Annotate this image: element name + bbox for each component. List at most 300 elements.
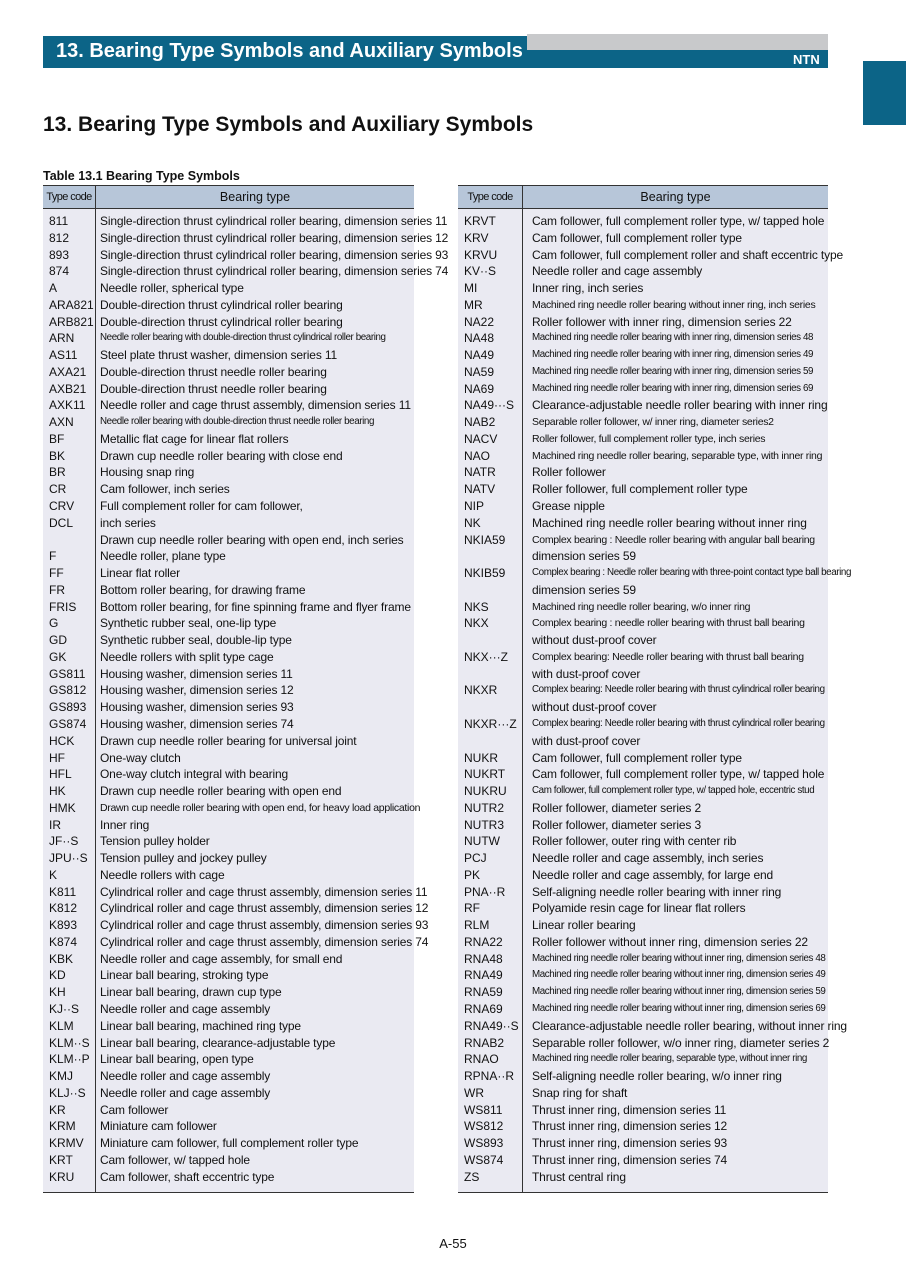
bearing-type-cell: Single-direction thrust cylindrical roller bearing, dimension series 12 [100,230,449,245]
type-code-cell: KMJ [49,1069,73,1084]
type-code-cell: KBK [49,951,74,966]
type-code-cell: KRT [49,1152,73,1167]
type-code-cell: BK [49,448,66,463]
bearing-table-left [43,185,449,1193]
bearing-type-cell: Linear flat roller [100,566,181,581]
type-code-cell: NA49···S [464,398,515,413]
bearing-type-cell: Drawn cup needle roller bearing with open end [100,784,342,799]
bearing-type-cell: Roller follower, full complement roller type, inch series [532,432,766,445]
type-code-cell: AXN [49,415,74,430]
table-row [458,649,828,666]
type-code-cell: NKX [464,616,489,631]
table-row [458,716,828,733]
type-code-cell: KRV [464,230,489,245]
bearing-type-cell: One-way clutch [100,750,181,765]
table-row [458,481,828,498]
table-row [458,699,828,716]
bearing-type-cell: Needle roller and cage assembly, for small end [100,951,343,966]
bearing-type-cell: Needle roller bearing with double-direction thrust needle roller bearing [100,416,374,428]
type-code-cell: RNA69 [464,1001,503,1016]
type-code-cell: FRIS [49,599,77,614]
type-code-cell: PCJ [464,851,487,866]
bearing-type-cell: Roller follower [532,465,606,480]
table-row [43,213,448,230]
type-code-cell: RNAB2 [464,1035,505,1050]
bearing-type-cell: Roller follower with inner ring, dimension series 22 [532,314,792,329]
type-code-cell: NA49 [464,348,495,363]
type-code-cell: KJ··S [49,1001,79,1016]
bearing-type-cell: Roller follower without inner ring, dimension series 22 [532,934,808,949]
table-row [458,850,828,867]
table-row [458,498,828,515]
table-row [458,632,828,649]
bearing-type-cell: Drawn cup needle roller bearing with open end, inch series [100,532,404,547]
bearing-type-cell: Linear ball bearing, stroking type [100,968,269,983]
bearing-type-cell: Snap ring for shaft [532,1085,628,1100]
table-row [458,984,828,1001]
table-row [43,682,414,699]
table-row [43,565,414,582]
bearing-type-cell: Machined ring needle roller bearing without inner ring, dimension series 49 [532,969,826,981]
table-row [43,481,414,498]
bearing-type-cell: Synthetic rubber seal, double-lip type [100,633,292,648]
table-row [458,1018,847,1035]
table-row [458,934,828,951]
bearing-type-cell: Machined ring needle roller bearing, w/o inner ring [532,600,751,613]
type-code-cell: 893 [49,247,70,262]
table-row [458,347,828,364]
bearing-type-cell: Thrust inner ring, dimension series 93 [532,1136,728,1151]
bearing-type-cell: Machined ring needle roller bearing with inner ring, dimension series 59 [532,365,814,377]
table-row [43,1135,414,1152]
type-code-cell: K893 [49,918,78,933]
bearing-type-cell: Drawn cup needle roller bearing with close end [100,448,343,463]
table-body [43,213,449,1185]
table-row [458,1135,828,1152]
table-row [43,884,428,901]
bearing-type-cell: Cam follower, inch series [100,482,230,497]
table-row [43,1001,414,1018]
bearing-type-cell: Grease nipple [532,499,605,514]
type-code-cell: WS811 [464,1102,503,1117]
bearing-type-cell: Machined ring needle roller bearing, separable type, without inner ring [532,1053,807,1065]
table-row [458,733,828,750]
type-code-cell: K874 [49,934,78,949]
type-code-cell: ARN [49,331,75,346]
type-code-cell: HK [49,784,66,799]
table-row [43,498,414,515]
bearing-type-cell: Cam follower, w/ tapped hole [100,1152,250,1167]
table-row [43,984,414,1001]
table-row [43,733,414,750]
table-row [458,448,828,465]
type-code-cell: FF [49,566,64,581]
table-row [458,565,851,582]
type-code-cell: NA69 [464,381,495,396]
table-row [43,532,414,549]
bearing-type-cell: Self-aligning needle roller bearing, w/o inner ring [532,1069,782,1084]
bearing-type-cell: Tension pulley holder [100,834,210,849]
column-header-type-code: Type code [458,186,523,208]
bearing-type-cell: Metallic flat cage for linear flat rollers [100,431,289,446]
bearing-type-cell: Separable roller follower, w/o inner ring, diameter series 2 [532,1035,830,1050]
bearing-type-cell: Roller follower, diameter series 2 [532,800,701,815]
table-row [458,951,828,968]
table-row [43,783,414,800]
type-code-cell: KRMV [49,1136,84,1151]
page-number: A-55 [439,1236,467,1251]
bearing-type-cell: Double-direction thrust needle roller bearing [100,381,327,396]
table-row [43,548,414,565]
table-row [43,263,449,280]
bearing-type-cell: Double-direction thrust needle roller bearing [100,364,327,379]
table-row [458,364,828,381]
table-row [43,381,414,398]
type-code-cell: RF [464,901,480,916]
type-code-cell: ARA821 [49,297,94,312]
table-row [458,817,828,834]
bearing-type-cell: Double-direction thrust cylindrical roller bearing [100,297,343,312]
type-code-cell: AXB21 [49,381,87,396]
table-row [43,1085,414,1102]
column-header-bearing-type: Bearing type [219,190,291,204]
bearing-type-cell: Miniature cam follower [100,1119,217,1134]
type-code-cell: NUKR [464,750,499,765]
bearing-type-cell: Linear ball bearing, clearance-adjustable type [100,1035,336,1050]
type-code-cell: IR [49,817,61,832]
type-code-cell: WR [464,1085,484,1100]
bearing-type-cell: Machined ring needle roller bearing with inner ring, dimension series 48 [532,332,814,344]
table-row [43,917,429,934]
type-code-cell: RNA48 [464,951,503,966]
type-code-cell: JPU··S [49,851,88,866]
bearing-type-cell: Needle rollers with cage [100,867,225,882]
table-row [43,766,414,783]
type-code-cell: HCK [49,733,75,748]
table-row [458,1118,828,1135]
type-code-cell: KV··S [464,264,497,279]
table-row [458,783,828,800]
type-code-cell: WS874 [464,1152,504,1167]
table-row [458,582,828,599]
type-code-cell: RNA49··S [464,1018,519,1033]
table-row [458,263,828,280]
header-gray-stripe [527,34,828,50]
bearing-type-cell: Complex bearing: Needle roller bearing with thrust ball bearing [532,650,804,663]
header-brand-bar [527,50,828,68]
type-code-cell: ZS [464,1169,480,1184]
type-code-cell: NA48 [464,331,495,346]
table-row [43,582,414,599]
bearing-type-cell: Machined ring needle roller bearing without inner ring, inch series [532,298,816,311]
table-row [43,867,414,884]
type-code-cell: RNAO [464,1052,499,1067]
type-code-cell: NATR [464,465,496,480]
table-row [43,280,414,297]
bearing-type-cell: Needle roller, spherical type [100,281,244,296]
type-code-cell: 812 [49,230,70,245]
type-code-cell: KRVU [464,247,498,262]
bearing-type-cell: Cam follower [100,1102,169,1117]
table-row [43,716,414,733]
bearing-type-cell: without dust-proof cover [532,700,657,715]
type-code-cell: GS893 [49,700,87,715]
type-code-cell: FR [49,582,65,597]
bearing-type-cell: Housing washer, dimension series 74 [100,716,294,731]
table-row [43,750,414,767]
bearing-type-cell: Thrust inner ring, dimension series 12 [532,1119,728,1134]
bearing-type-cell: Machined ring needle roller bearing with inner ring, dimension series 69 [532,382,814,394]
type-code-cell: K811 [49,884,77,899]
bearing-type-cell: Cam follower, full complement roller type [532,750,742,765]
table-row [458,1068,828,1085]
table-row [43,1018,414,1035]
table-row [43,515,414,532]
type-code-cell: CR [49,482,67,497]
type-code-cell: NUKRU [464,784,507,799]
type-code-cell: NUTR2 [464,800,505,815]
type-code-cell: RPNA··R [464,1069,514,1084]
bearing-type-cell: Self-aligning needle roller bearing with inner ring [532,884,782,899]
type-code-cell: KRM [49,1119,76,1134]
type-code-cell: GK [49,649,67,664]
type-code-cell: PK [464,867,481,882]
type-code-cell: AXK11 [49,398,86,413]
table-row [458,599,828,616]
table-row [43,934,429,951]
bearing-type-cell: One-way clutch integral with bearing [100,767,289,782]
brand-logo-text: NTN [793,52,820,67]
type-code-cell: RNA49 [464,968,503,983]
type-code-cell: NUTR3 [464,817,505,832]
type-code-cell: KLM··S [49,1035,90,1050]
bearing-type-cell: Linear ball bearing, drawn cup type [100,985,282,1000]
bearing-type-cell: Housing washer, dimension series 93 [100,700,294,715]
type-code-cell: BF [49,431,65,446]
table-row [43,900,429,917]
bearing-type-cell: Clearance-adjustable needle roller bearing with inner ring [532,398,828,413]
bearing-type-cell: Clearance-adjustable needle roller bearing, without inner ring [532,1018,847,1033]
type-code-cell: WS812 [464,1119,504,1134]
table-row [43,1035,414,1052]
type-code-cell: MR [464,297,483,312]
bearing-type-cell: Inner ring [100,817,150,832]
table-row [458,414,828,431]
table-row [43,967,414,984]
bearing-type-cell: Needle roller and cage assembly [100,1085,271,1100]
table-row [458,682,828,699]
table-row [458,515,828,532]
type-code-cell: NKS [464,599,489,614]
type-code-cell: NUTW [464,834,500,849]
bearing-type-cell: Polyamide resin cage for linear flat rollers [532,901,746,916]
type-code-cell: KRU [49,1169,75,1184]
table-row [43,297,414,314]
table-row [43,1102,414,1119]
bearing-type-cell: Roller follower, diameter series 3 [532,817,701,832]
table-row [43,431,414,448]
page-title: 13. Bearing Type Symbols and Auxiliary Symbols [43,113,534,136]
bearing-type-cell: Full complement roller for cam follower, [100,499,303,514]
table-row [43,666,414,683]
table-row [458,381,828,398]
type-code-cell: NK [464,515,481,530]
table-body [458,213,851,1185]
table-row [458,1169,828,1186]
bearing-type-cell: Complex bearing : needle roller bearing with thrust ball bearing [532,617,805,630]
column-header-bearing-type: Bearing type [640,190,711,204]
type-code-cell: KLJ··S [49,1085,86,1100]
table-row [43,364,414,381]
type-code-cell: AXA21 [49,364,87,379]
table-row [458,314,828,331]
bearing-type-cell: Needle roller, plane type [100,549,226,564]
bearing-type-cell: Drawn cup needle roller bearing with open end, for heavy load application [100,801,421,814]
bearing-type-cell: Cylindrical roller and cage thrust assembly, dimension series 74 [100,934,429,949]
type-code-cell: K [49,867,58,882]
table-header [43,185,414,209]
bearing-type-cell: dimension series 59 [532,549,636,564]
bearing-type-cell: Machined ring needle roller bearing with inner ring, dimension series 49 [532,349,814,361]
table-row [458,766,828,783]
bearing-type-cell: Drawn cup needle roller bearing for universal joint [100,733,357,748]
side-thumb-tab [863,61,906,125]
type-code-cell: KH [49,985,66,1000]
bearing-type-cell: Machined ring needle roller bearing without inner ring, dimension series 69 [532,1002,826,1014]
table-row [43,464,414,481]
table-row [458,1035,828,1052]
bearing-type-cell: without dust-proof cover [532,633,657,648]
column-header-type-code: Type code [43,186,96,208]
table-row [458,330,828,347]
table-row [458,666,828,683]
bearing-type-cell: Needle roller and cage assembly [100,1069,271,1084]
bearing-type-cell: inch series [100,515,156,530]
table-row [43,1169,414,1186]
table-row [458,1001,828,1018]
table-row [458,548,828,565]
bearing-type-cell: Housing washer, dimension series 11 [100,666,293,681]
type-code-cell: PNA··R [464,884,506,899]
bearing-type-cell: Cylindrical roller and cage thrust assembly, dimension series 12 [100,901,429,916]
bearing-type-cell: Linear roller bearing [532,918,636,933]
table-row [458,247,843,264]
type-code-cell: NAO [464,448,491,463]
table-row [43,330,414,347]
bearing-type-cell: Machined ring needle roller bearing without inner ring [532,515,807,530]
bearing-type-cell: Single-direction thrust cylindrical roller bearing, dimension series 93 [100,247,449,262]
bearing-type-cell: Bottom roller bearing, for fine spinning frame and flyer frame [100,599,411,614]
table-row [458,750,828,767]
table-row [43,699,414,716]
table-caption: Table 13.1 Bearing Type Symbols [43,169,240,183]
bearing-type-cell: Complex bearing : Needle roller bearing with three-point contact type ball bearing [532,567,851,579]
bearing-type-cell: Needle roller and cage assembly [100,1001,271,1016]
bearing-type-cell: Complex bearing: Needle roller bearing with thrust cylindrical roller bearing [532,717,825,729]
type-code-cell: K812 [49,901,78,916]
type-code-cell: WS893 [464,1136,504,1151]
type-code-cell: GD [49,633,67,648]
bearing-type-cell: Double-direction thrust cylindrical roller bearing [100,314,343,329]
table-row [458,280,828,297]
bearing-type-cell: Machined ring needle roller bearing without inner ring, dimension series 48 [532,952,826,964]
bearing-type-cell: Synthetic rubber seal, one-lip type [100,616,277,631]
table-row [43,1118,414,1135]
table-row [458,900,828,917]
bearing-type-cell: Needle roller and cage thrust assembly, dimension series 11 [100,398,411,413]
bearing-type-cell: Thrust central ring [532,1169,626,1184]
table-row [458,833,828,850]
type-code-cell: NIP [464,499,485,514]
table-row [458,867,828,884]
table-row [43,1068,414,1085]
type-code-cell: NATV [464,482,496,497]
table-row [43,649,414,666]
table-row [458,967,828,984]
table-row [43,414,414,431]
table-row [43,1152,414,1169]
bearing-type-cell: Roller follower, full complement roller type [532,482,748,497]
bearing-type-cell: Thrust inner ring, dimension series 11 [532,1102,727,1117]
bearing-type-cell: Cam follower, full complement roller type, w/ tapped hole [532,214,825,228]
bearing-type-cell: Linear ball bearing, open type [100,1052,254,1067]
type-code-cell: NAB2 [464,415,496,430]
bearing-type-cell: Cam follower, full complement roller type [532,230,742,245]
bearing-type-cell: Single-direction thrust cylindrical roller bearing, dimension series 11 [100,214,448,228]
bearing-type-cell: Miniature cam follower, full complement roller type [100,1136,359,1151]
type-code-cell: NKXR [464,683,498,698]
table-row [43,230,449,247]
type-code-cell: GS874 [49,716,87,731]
bearing-type-cell: Roller follower, outer ring with center rib [532,834,737,849]
bearing-type-cell: Cylindrical roller and cage thrust assembly, dimension series 11 [100,884,428,899]
table-row [43,448,414,465]
type-code-cell: AS11 [49,348,78,363]
table-row [458,1051,828,1068]
table-row [458,615,828,632]
bearing-type-cell: Tension pulley and jockey pulley [100,851,267,866]
type-code-cell: NUKRT [464,767,506,782]
bearing-type-cell: Machined ring needle roller bearing, separable type, with inner ring [532,449,823,462]
type-code-cell: KD [49,968,66,983]
bearing-type-cell: Steel plate thrust washer, dimension series 11 [100,348,338,363]
type-code-cell: MI [464,281,478,296]
table-row [458,800,828,817]
type-code-cell: JF··S [49,834,79,849]
bearing-type-cell: Complex bearing : Needle roller bearing with angular ball bearing [532,533,815,546]
bearing-type-cell: Linear ball bearing, machined ring type [100,1018,301,1033]
table-row [43,599,414,616]
type-code-cell: KR [49,1102,66,1117]
bearing-type-cell: dimension series 59 [532,582,636,597]
table-header [458,185,828,209]
table-row [458,397,828,414]
type-code-cell: KLM [49,1018,74,1033]
table-row [43,615,414,632]
bearing-type-cell: with dust-proof cover [532,666,641,681]
bearing-type-cell: Needle roller and cage assembly [532,264,703,279]
type-code-cell: HMK [49,800,76,815]
bearing-type-cell: Needle rollers with split type cage [100,649,274,664]
type-code-cell: NKIA59 [464,532,506,547]
type-code-cell: RLM [464,918,490,933]
section-header-title: 13. Bearing Type Symbols and Auxiliary Symbols [56,40,523,62]
bearing-type-cell: Housing washer, dimension series 12 [100,683,294,698]
table-row [43,850,414,867]
type-code-cell: GS812 [49,683,87,698]
type-code-cell: NKXR···Z [464,716,517,731]
bearing-type-cell: Single-direction thrust cylindrical roller bearing, dimension series 74 [100,264,449,279]
